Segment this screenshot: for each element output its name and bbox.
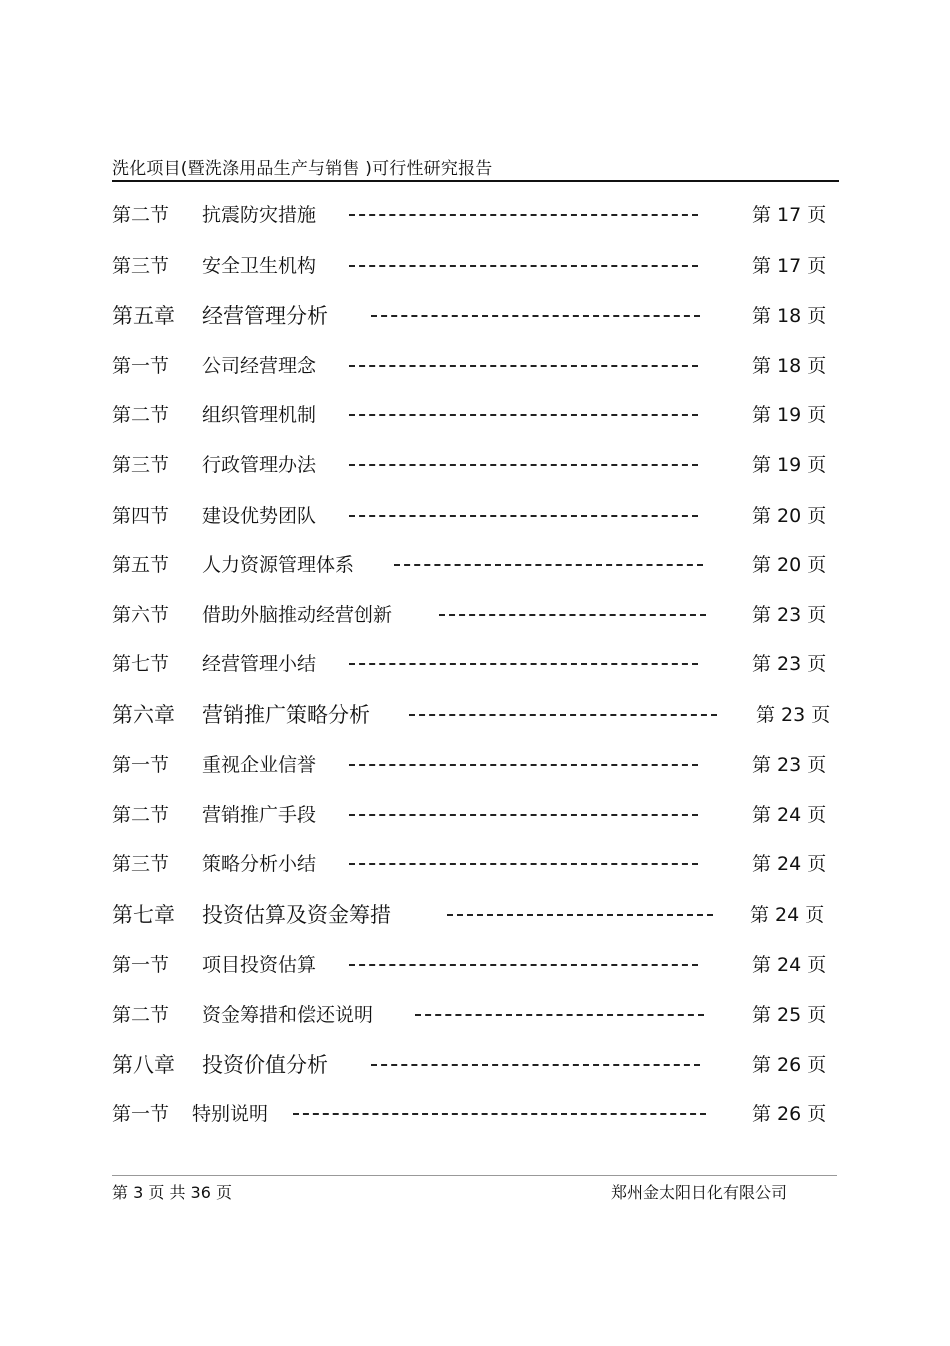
toc-entry-number: 第四节	[112, 505, 170, 527]
toc-section-row[interactable]	[0, 501, 950, 531]
toc-leader-line	[349, 663, 698, 665]
toc-leader-line	[349, 863, 698, 865]
toc-leader-line	[371, 1064, 700, 1066]
toc-leader-line	[349, 214, 698, 216]
toc-entry-number: 第三节	[112, 454, 170, 476]
toc-entry-page: 第 19 页	[752, 454, 827, 476]
toc-entry-title: 重视企业信誉	[202, 754, 317, 776]
toc-entry-number: 第三节	[112, 853, 170, 875]
toc-section-row[interactable]	[0, 550, 950, 580]
toc-entry-page: 第 17 页	[752, 204, 827, 226]
toc-leader-line	[394, 564, 703, 566]
toc-entry-number: 第二节	[112, 404, 170, 426]
toc-leader-line	[349, 365, 698, 367]
toc-entry-number: 第五节	[112, 554, 170, 576]
toc-section-row[interactable]	[0, 200, 950, 230]
toc-entry-title: 营销推广策略分析	[202, 703, 370, 727]
toc-entry-number: 第一节	[112, 954, 170, 976]
toc-entry-number: 第七章	[112, 903, 175, 927]
toc-chapter-row[interactable]	[0, 900, 950, 930]
toc-chapter-row[interactable]	[0, 1050, 950, 1080]
toc-entry-title: 安全卫生机构	[202, 255, 317, 277]
toc-entry-number: 第二节	[112, 1004, 170, 1026]
footer-page-info: 第 3 页 共 36 页	[112, 1183, 232, 1202]
toc-entry-page: 第 23 页	[752, 754, 827, 776]
toc-leader-line	[349, 515, 698, 517]
toc-entry-page: 第 25 页	[752, 1004, 827, 1026]
toc-entry-number: 第八章	[112, 1053, 175, 1077]
toc-entry-page: 第 24 页	[752, 853, 827, 875]
toc-entry-title: 特别说明	[192, 1103, 269, 1125]
page-header-title: 洗化项目(暨洗涤用品生产与销售 )可行性研究报告	[112, 159, 493, 179]
toc-entry-title: 组织管理机制	[202, 404, 317, 426]
toc-section-row[interactable]	[0, 950, 950, 980]
toc-leader-line	[409, 714, 717, 716]
footer-company: 郑州金太阳日化有限公司	[611, 1183, 788, 1202]
toc-entry-title: 借助外脑推动经营创新	[202, 604, 393, 626]
toc-leader-line	[349, 764, 698, 766]
toc-entry-title: 项目投资估算	[202, 954, 317, 976]
toc-entry-page: 第 24 页	[752, 954, 827, 976]
toc-chapter-row[interactable]	[0, 301, 950, 331]
toc-leader-line	[349, 464, 698, 466]
footer-divider	[112, 1175, 837, 1176]
toc-entry-title: 抗震防灾措施	[202, 204, 317, 226]
toc-section-row[interactable]	[0, 800, 950, 830]
toc-entry-number: 第六章	[112, 703, 175, 727]
toc-section-row[interactable]	[0, 750, 950, 780]
toc-entry-page: 第 20 页	[752, 554, 827, 576]
toc-entry-number: 第二节	[112, 804, 170, 826]
toc-entry-number: 第七节	[112, 653, 170, 675]
toc-entry-title: 资金筹措和偿还说明	[202, 1004, 374, 1026]
toc-leader-line	[349, 814, 698, 816]
toc-entry-number: 第五章	[112, 304, 175, 328]
toc-entry-number: 第一节	[112, 1103, 170, 1125]
toc-entry-page: 第 18 页	[752, 355, 827, 377]
toc-entry-page: 第 23 页	[752, 653, 827, 675]
toc-entry-page: 第 20 页	[752, 505, 827, 527]
toc-entry-title: 公司经营理念	[202, 355, 317, 377]
toc-section-row[interactable]	[0, 400, 950, 430]
toc-entry-page: 第 19 页	[752, 404, 827, 426]
toc-entry-title: 人力资源管理体系	[202, 554, 355, 576]
toc-entry-page: 第 26 页	[752, 1054, 827, 1076]
toc-entry-page: 第 26 页	[752, 1103, 827, 1125]
toc-leader-line	[349, 964, 698, 966]
toc-entry-title: 策略分析小结	[202, 853, 317, 875]
toc-entry-page: 第 24 页	[750, 904, 825, 926]
toc-chapter-row[interactable]	[0, 700, 950, 730]
toc-entry-page: 第 24 页	[752, 804, 827, 826]
toc-entry-page: 第 23 页	[752, 604, 827, 626]
toc-entry-page: 第 17 页	[752, 255, 827, 277]
toc-entry-title: 投资价值分析	[202, 1053, 328, 1077]
toc-section-row[interactable]	[0, 1099, 950, 1129]
toc-entry-title: 营销推广手段	[202, 804, 317, 826]
toc-entry-title: 投资估算及资金筹措	[202, 903, 391, 927]
toc-entry-number: 第一节	[112, 355, 170, 377]
toc-entry-number: 第一节	[112, 754, 170, 776]
toc-entry-page: 第 18 页	[752, 305, 827, 327]
toc-entry-title: 经营管理分析	[202, 304, 328, 328]
toc-leader-line	[415, 1014, 704, 1016]
toc-entry-number: 第二节	[112, 204, 170, 226]
toc-section-row[interactable]	[0, 649, 950, 679]
toc-section-row[interactable]	[0, 600, 950, 630]
toc-entry-number: 第六节	[112, 604, 170, 626]
toc-leader-line	[439, 614, 706, 616]
toc-section-row[interactable]	[0, 251, 950, 281]
toc-section-row[interactable]	[0, 1000, 950, 1030]
toc-entry-number: 第三节	[112, 255, 170, 277]
toc-entry-title: 行政管理办法	[202, 454, 317, 476]
toc-section-row[interactable]	[0, 849, 950, 879]
toc-entry-title: 经营管理小结	[202, 653, 317, 675]
toc-section-row[interactable]	[0, 351, 950, 381]
toc-leader-line	[349, 265, 698, 267]
toc-leader-line	[349, 414, 698, 416]
toc-leader-line	[293, 1113, 706, 1115]
toc-entry-page: 第 23 页	[756, 704, 831, 726]
toc-section-row[interactable]	[0, 450, 950, 480]
toc-entry-title: 建设优势团队	[202, 505, 317, 527]
toc-leader-line	[371, 315, 700, 317]
toc-leader-line	[447, 914, 713, 916]
